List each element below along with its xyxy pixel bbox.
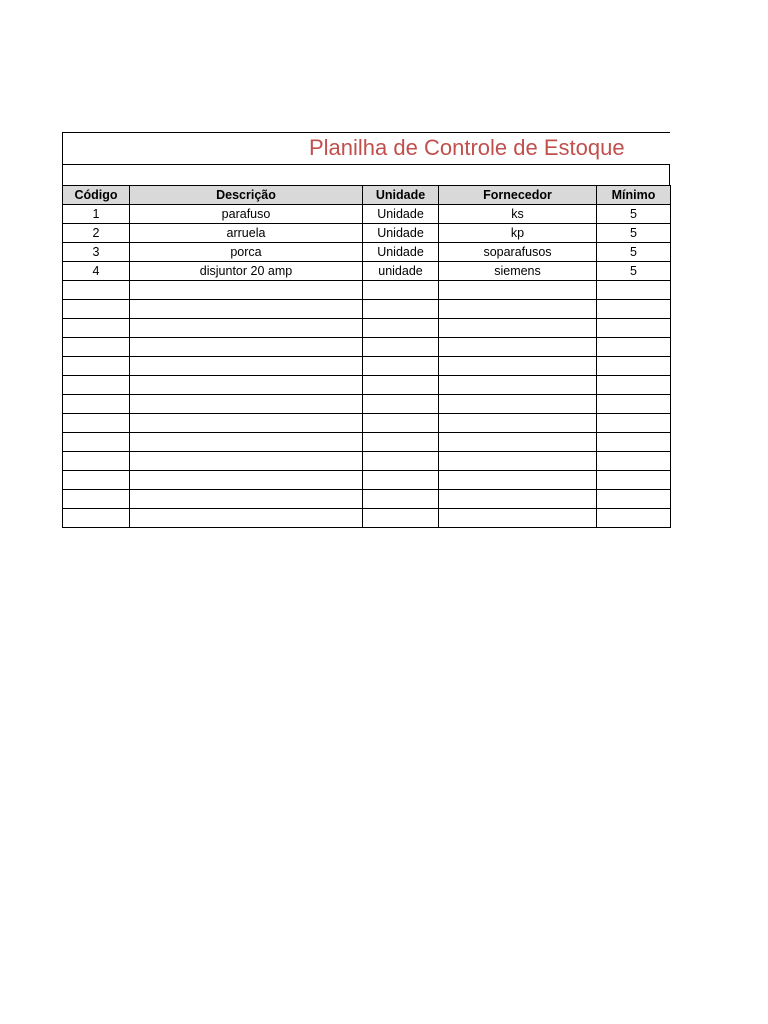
cell-unidade[interactable] [363,376,439,395]
cell-unidade[interactable] [363,319,439,338]
cell-minimo[interactable]: 5 [597,243,671,262]
empty-table-row [63,357,671,376]
cell-minimo[interactable]: 5 [597,205,671,224]
cell-unidade[interactable] [363,300,439,319]
cell-codigo[interactable] [63,376,130,395]
cell-unidade[interactable]: Unidade [363,224,439,243]
cell-fornecedor[interactable] [439,509,597,528]
cell-minimo[interactable] [597,414,671,433]
cell-fornecedor[interactable] [439,338,597,357]
cell-fornecedor[interactable] [439,376,597,395]
table-row [63,262,671,281]
cell-minimo[interactable] [597,357,671,376]
cell-fornecedor[interactable] [439,452,597,471]
cell-codigo[interactable] [63,319,130,338]
cell-fornecedor[interactable]: soparafusos [439,243,597,262]
empty-table-row [63,452,671,471]
cell-unidade[interactable] [363,338,439,357]
cell-codigo[interactable] [63,414,130,433]
cell-descricao[interactable] [130,376,363,395]
cell-fornecedor[interactable] [439,281,597,300]
empty-table-row [63,395,671,414]
stock-control-sheet [62,132,670,528]
empty-table-row [63,300,671,319]
cell-descricao[interactable] [130,395,363,414]
cell-fornecedor[interactable] [439,319,597,338]
cell-minimo[interactable] [597,452,671,471]
cell-codigo[interactable] [63,490,130,509]
cell-unidade[interactable] [363,471,439,490]
empty-table-row [63,433,671,452]
cell-descricao[interactable] [130,452,363,471]
cell-minimo[interactable] [597,281,671,300]
cell-codigo[interactable] [63,357,130,376]
cell-codigo[interactable] [63,471,130,490]
title-row [62,132,670,164]
cell-fornecedor[interactable] [439,490,597,509]
cell-unidade[interactable] [363,414,439,433]
sheet-title: Planilha de Controle de Estoque [309,135,625,160]
cell-descricao[interactable] [130,281,363,300]
empty-table-row [63,471,671,490]
cell-unidade[interactable]: unidade [363,262,439,281]
cell-unidade[interactable]: Unidade [363,243,439,262]
cell-descricao[interactable] [130,433,363,452]
cell-fornecedor[interactable]: ks [439,205,597,224]
cell-codigo[interactable] [63,300,130,319]
cell-descricao[interactable] [130,509,363,528]
cell-descricao[interactable] [130,300,363,319]
cell-descricao[interactable]: arruela [130,224,363,243]
table-row [63,205,671,224]
cell-codigo[interactable]: 2 [63,224,130,243]
cell-unidade[interactable] [363,509,439,528]
cell-codigo[interactable] [63,338,130,357]
cell-descricao[interactable] [130,490,363,509]
stock-table [62,185,671,528]
cell-unidade[interactable] [363,452,439,471]
empty-table-row [63,509,671,528]
header-row [63,186,671,205]
empty-table-row [63,414,671,433]
cell-descricao[interactable] [130,357,363,376]
cell-minimo[interactable]: 5 [597,262,671,281]
cell-minimo[interactable] [597,395,671,414]
cell-codigo[interactable]: 1 [63,205,130,224]
cell-fornecedor[interactable] [439,395,597,414]
cell-codigo[interactable] [63,509,130,528]
cell-codigo[interactable] [63,433,130,452]
header-descricao: Descrição [130,186,363,205]
cell-fornecedor[interactable] [439,471,597,490]
cell-minimo[interactable]: 5 [597,224,671,243]
header-unidade: Unidade [363,186,439,205]
cell-descricao[interactable]: porca [130,243,363,262]
cell-descricao[interactable]: disjuntor 20 amp [130,262,363,281]
empty-table-row [63,281,671,300]
cell-minimo[interactable] [597,319,671,338]
cell-codigo[interactable] [63,281,130,300]
header-codigo: Código [63,186,130,205]
cell-minimo[interactable] [597,471,671,490]
cell-descricao[interactable] [130,319,363,338]
cell-fornecedor[interactable] [439,300,597,319]
table-body [63,205,671,528]
cell-unidade[interactable] [363,395,439,414]
empty-table-row [63,376,671,395]
cell-minimo[interactable] [597,490,671,509]
cell-unidade[interactable] [363,433,439,452]
cell-fornecedor[interactable] [439,414,597,433]
empty-table-row [63,338,671,357]
cell-unidade[interactable] [363,281,439,300]
cell-unidade[interactable]: Unidade [363,205,439,224]
cell-unidade[interactable] [363,357,439,376]
cell-minimo[interactable] [597,433,671,452]
cell-minimo[interactable] [597,300,671,319]
cell-fornecedor[interactable]: siemens [439,262,597,281]
cell-descricao[interactable]: parafuso [130,205,363,224]
cell-unidade[interactable] [363,490,439,509]
table-row [63,243,671,262]
cell-minimo[interactable] [597,376,671,395]
empty-table-row [63,490,671,509]
table-row [63,224,671,243]
cell-fornecedor[interactable]: kp [439,224,597,243]
cell-codigo[interactable] [63,452,130,471]
header-fornecedor: Fornecedor [439,186,597,205]
cell-minimo[interactable] [597,509,671,528]
cell-fornecedor[interactable] [439,433,597,452]
spacer-row [62,164,670,185]
cell-descricao[interactable] [130,471,363,490]
cell-minimo[interactable] [597,338,671,357]
cell-fornecedor[interactable] [439,357,597,376]
cell-codigo[interactable]: 4 [63,262,130,281]
empty-table-row [63,319,671,338]
cell-codigo[interactable]: 3 [63,243,130,262]
cell-codigo[interactable] [63,395,130,414]
header-minimo: Mínimo [597,186,671,205]
cell-descricao[interactable] [130,338,363,357]
cell-descricao[interactable] [130,414,363,433]
